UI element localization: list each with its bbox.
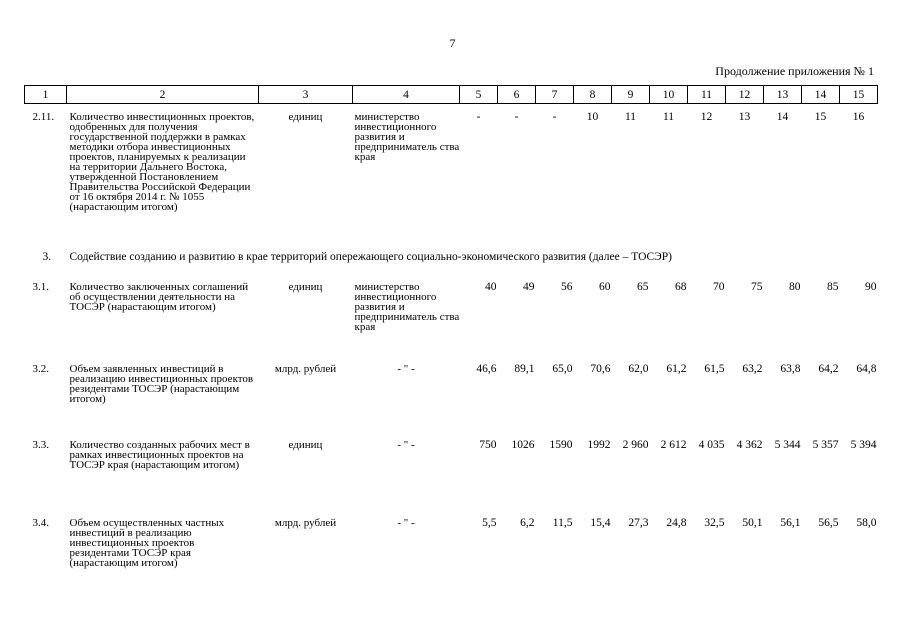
value-cell: 4 035	[698, 439, 725, 451]
indicator-name: Объем осуществленных частных инвестиций в реализацию инвестиционных проектов резидентами ТОСЭР края (нарастающим итогом)	[69, 517, 225, 569]
value-cell: 65,0	[552, 363, 573, 375]
column-header: 1	[25, 86, 67, 104]
value-cell: 56,1	[780, 517, 801, 529]
unit-of-measure: единиц	[288, 439, 323, 451]
value-cell: 61,5	[704, 363, 725, 375]
table-row	[25, 518, 878, 578]
value-cell: 65	[637, 281, 649, 293]
value-cell: 85	[827, 281, 839, 293]
column-header: 2	[67, 86, 259, 104]
value-cell: -	[476, 111, 481, 123]
value-cell: 61,2	[666, 363, 687, 375]
value-cell: 64,2	[818, 363, 839, 375]
value-cell: 6,2	[520, 517, 535, 529]
unit-of-measure: млрд. рублей	[274, 363, 337, 375]
section-title: Содействие созданию и развитию в крае территорий опережающего социально-экономического развития (далее – ТОСЭР)	[69, 251, 672, 263]
column-header: 3	[259, 86, 353, 104]
responsible-body: - " -	[397, 517, 415, 529]
value-cell: 1992	[587, 439, 611, 451]
value-cell: 27,3	[628, 517, 649, 529]
value-cell: 75	[751, 281, 763, 293]
value-cell: 10	[586, 111, 599, 123]
column-header: 7	[536, 86, 574, 104]
value-cell: 56,5	[818, 517, 839, 529]
column-header: 13	[764, 86, 802, 104]
value-cell: 50,1	[742, 517, 763, 529]
indicator-name: Количество инвестиционных проектов, одобренных для получения государственной поддержки в рамках методики отбора инвестиционных проектов, планируемых к реализации на территории Дальнего Востока, утвержденной Постановлением Правительства Российской Федерации от 16 октября 2014 г. № 1055 (нарастающим итогом)	[69, 111, 255, 213]
responsible-body: - " -	[397, 439, 415, 451]
row-number: 3.4.	[32, 517, 49, 529]
value-cell: 63,2	[742, 363, 763, 375]
table-row	[25, 440, 878, 518]
value-cell: 5 357	[812, 439, 839, 451]
table-row	[25, 364, 878, 440]
value-cell: -	[552, 111, 557, 123]
column-header: 14	[802, 86, 840, 104]
value-cell: 49	[523, 281, 535, 293]
row-number: 3.3.	[32, 439, 49, 451]
value-cell: 5,5	[482, 517, 497, 529]
value-cell: 89,1	[514, 363, 535, 375]
value-cell: 16	[852, 111, 865, 123]
value-cell: 11	[662, 111, 675, 123]
value-cell: 2 612	[660, 439, 687, 451]
indicator-name: Количество заключенных соглашений об осуществлении деятельности на ТОСЭР (нарастающим итогом)	[69, 281, 249, 313]
row-number: 2.11.	[32, 111, 55, 123]
section-number: 3.	[42, 251, 52, 263]
value-cell: 64,8	[856, 363, 877, 375]
value-cell: 90	[865, 281, 877, 293]
value-cell: 62,0	[628, 363, 649, 375]
value-cell: 12	[700, 111, 713, 123]
table-row	[25, 282, 878, 364]
indicators-table	[24, 85, 878, 578]
value-cell: 13	[738, 111, 751, 123]
indicator-name: Количество созданных рабочих мест в рамках инвестиционных проектов на ТОСЭР края (нарастающим итогом)	[69, 439, 250, 471]
column-header: 15	[840, 86, 878, 104]
value-cell: 40	[485, 281, 497, 293]
table-row	[25, 112, 878, 252]
row-number: 3.2.	[32, 363, 49, 375]
value-cell: 70,6	[590, 363, 611, 375]
responsible-body: министерство инвестиционного развития и предприниматель ства края	[354, 111, 460, 163]
value-cell: 24,8	[666, 517, 687, 529]
column-header: 8	[574, 86, 612, 104]
value-cell: 5 394	[850, 439, 877, 451]
value-cell: 11,5	[552, 517, 573, 529]
column-header: 12	[726, 86, 764, 104]
column-number-row	[25, 86, 878, 104]
value-cell: 15,4	[590, 517, 611, 529]
value-cell: 46,6	[476, 363, 497, 375]
value-cell: 2 960	[622, 439, 649, 451]
value-cell: 11	[624, 111, 637, 123]
value-cell: 56	[561, 281, 573, 293]
row-number: 3.1.	[32, 281, 49, 293]
value-cell: 68	[675, 281, 687, 293]
page-number: 7	[449, 36, 456, 50]
column-header: 9	[612, 86, 650, 104]
responsible-body: министерство инвестиционного развития и предприниматель ства края	[354, 281, 460, 333]
column-header: 11	[688, 86, 726, 104]
column-header: 4	[353, 86, 460, 104]
unit-of-measure: единиц	[288, 111, 323, 123]
responsible-body: - " -	[397, 363, 415, 375]
value-cell: 1590	[549, 439, 573, 451]
column-header: 5	[460, 86, 498, 104]
value-cell: 1026	[511, 439, 535, 451]
value-cell: 70	[713, 281, 725, 293]
value-cell: 750	[479, 439, 497, 451]
value-cell: 4 362	[736, 439, 763, 451]
value-cell: 32,5	[704, 517, 725, 529]
indicator-name: Объем заявленных инвестиций в реализацию инвестиционных проектов резидентами ТОСЭР (нарастающим итогом)	[69, 363, 254, 405]
value-cell: 5 344	[774, 439, 801, 451]
value-cell: 80	[789, 281, 801, 293]
unit-of-measure: единиц	[288, 281, 323, 293]
value-cell: 15	[814, 111, 827, 123]
value-cell: -	[514, 111, 519, 123]
value-cell: 60	[599, 281, 611, 293]
continuation-label: Продолжение приложения № 1	[715, 64, 874, 78]
section-row	[25, 252, 878, 282]
value-cell: 58,0	[856, 517, 877, 529]
column-header: 10	[650, 86, 688, 104]
unit-of-measure: млрд. рублей	[274, 517, 337, 529]
column-header: 6	[498, 86, 536, 104]
value-cell: 63,8	[780, 363, 801, 375]
value-cell: 14	[776, 111, 789, 123]
